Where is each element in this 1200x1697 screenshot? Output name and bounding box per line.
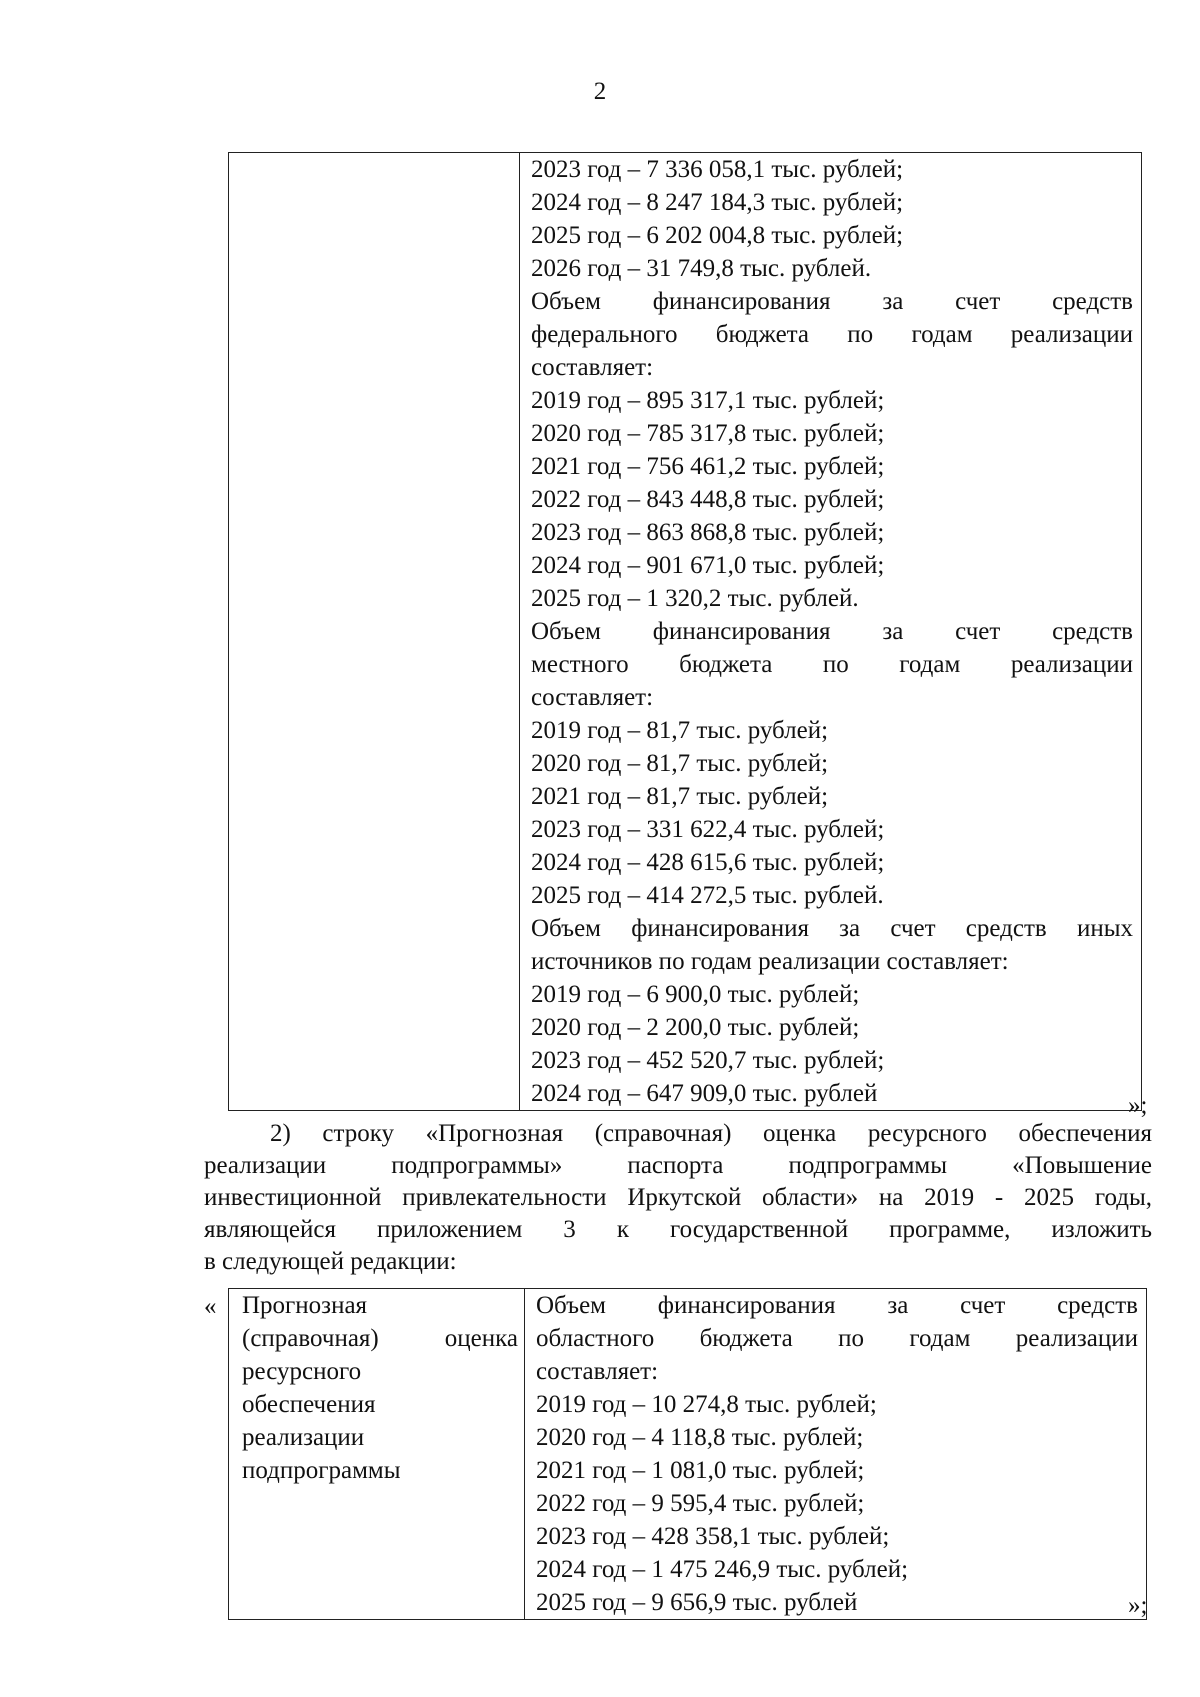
table2-right-lines (536, 1289, 1138, 1619)
table2-right-cell (525, 1289, 1147, 1620)
table1-line: Объем финансирования за счет средств иных (531, 915, 1133, 942)
table2-line: Объем финансирования за счет средств (536, 1292, 1138, 1319)
table1-line: 2020 год – 2 200,0 тыс. рублей; (531, 1014, 860, 1041)
table1-line: 2025 год – 1 320,2 тыс. рублей. (531, 585, 859, 612)
table2-line: 2024 год – 1 475 246,9 тыс. рублей; (536, 1556, 909, 1583)
table1-line: 2024 год – 647 909,0 тыс. рублей (531, 1080, 878, 1107)
table1-line: источников по годам реализации составляет: (531, 948, 1009, 975)
table2-line: 2025 год – 9 656,9 тыс. рублей (536, 1589, 858, 1616)
table1-line: 2019 год – 6 900,0 тыс. рублей; (531, 981, 860, 1008)
table1-line: составляет: (531, 684, 654, 711)
paragraph-line: инвестиционной привлекательности Иркутской области» на 2019 - 2025 годы, (204, 1184, 1152, 1211)
table2-heading-line: подпрограммы (242, 1457, 401, 1484)
funding-table-continued (228, 152, 1142, 1111)
table1-line: 2022 год – 843 448,8 тыс. рублей; (531, 486, 885, 513)
table1-line: 2025 год – 6 202 004,8 тыс. рублей; (531, 222, 904, 249)
table2-heading-line: обеспечения (242, 1391, 376, 1418)
table2-heading-line: реализации (242, 1424, 365, 1451)
paragraph-line: 2) строку «Прогнозная (справочная) оценка ресурсного обеспечения (270, 1120, 1152, 1147)
table2-line: 2022 год – 9 595,4 тыс. рублей; (536, 1490, 865, 1517)
amendment-paragraph (204, 1118, 1152, 1278)
table1-line: 2021 год – 81,7 тыс. рублей; (531, 783, 829, 810)
table1-line: 2023 год – 452 520,7 тыс. рублей; (531, 1047, 885, 1074)
table2-line: областного бюджета по годам реализации (536, 1325, 1138, 1352)
table1-line: 2023 год – 863 868,8 тыс. рублей; (531, 519, 885, 546)
table2-line: 2019 год – 10 274,8 тыс. рублей; (536, 1391, 877, 1418)
table2-opening-quote: « (204, 1293, 217, 1320)
table2-line: составляет: (536, 1358, 659, 1385)
table1-line: 2023 год – 7 336 058,1 тыс. рублей; (531, 156, 904, 183)
table1-line: составляет: (531, 354, 654, 381)
table1-closing-quote: »; (1128, 1092, 1148, 1119)
table1-line: федерального бюджета по годам реализации (531, 321, 1133, 348)
table1-line: 2024 год – 428 615,6 тыс. рублей; (531, 849, 885, 876)
table2-line: 2021 год – 1 081,0 тыс. рублей; (536, 1457, 865, 1484)
table1-line: 2019 год – 81,7 тыс. рублей; (531, 717, 829, 744)
table2-line: 2023 год – 428 358,1 тыс. рублей; (536, 1523, 890, 1550)
table2-closing-quote: »; (1128, 1592, 1148, 1619)
table1-line: 2024 год – 8 247 184,3 тыс. рублей; (531, 189, 904, 216)
table2-heading-line: ресурсного (242, 1358, 362, 1385)
paragraph-lines (204, 1118, 1152, 1278)
paragraph-line: в следующей редакции: (204, 1248, 457, 1275)
table1-line: 2025 год – 414 272,5 тыс. рублей. (531, 882, 884, 909)
table2-line: 2020 год – 4 118,8 тыс. рублей; (536, 1424, 864, 1451)
page-number: 2 (593, 78, 607, 105)
table1-line: Объем финансирования за счет средств (531, 288, 1133, 315)
paragraph-line: реализации подпрограммы» паспорта подпрограммы «Повышение (204, 1152, 1152, 1179)
table1-left-cell (229, 153, 520, 1111)
forecast-resource-table (228, 1288, 1147, 1620)
table1-line: Объем финансирования за счет средств (531, 618, 1133, 645)
table1-line: местного бюджета по годам реализации (531, 651, 1133, 678)
table1-line: 2024 год – 901 671,0 тыс. рублей; (531, 552, 885, 579)
table2-heading-line: Прогнозная (242, 1292, 368, 1319)
table1-line: 2020 год – 81,7 тыс. рублей; (531, 750, 829, 777)
table1-line: 2019 год – 895 317,1 тыс. рублей; (531, 387, 885, 414)
table2-row-heading (242, 1289, 518, 1487)
table1-right-lines (531, 153, 1133, 1110)
table1-line: 2020 год – 785 317,8 тыс. рублей; (531, 420, 885, 447)
table1-line: 2021 год – 756 461,2 тыс. рублей; (531, 453, 885, 480)
paragraph-line: являющейся приложением 3 к государственной программе, изложить (204, 1216, 1152, 1243)
table2-heading-line: (справочная) оценка (242, 1325, 518, 1352)
table2-left-cell (229, 1289, 525, 1620)
table1-line: 2023 год – 331 622,4 тыс. рублей; (531, 816, 885, 843)
table1-line: 2026 год – 31 749,8 тыс. рублей. (531, 255, 872, 282)
table1-right-cell (520, 153, 1142, 1111)
